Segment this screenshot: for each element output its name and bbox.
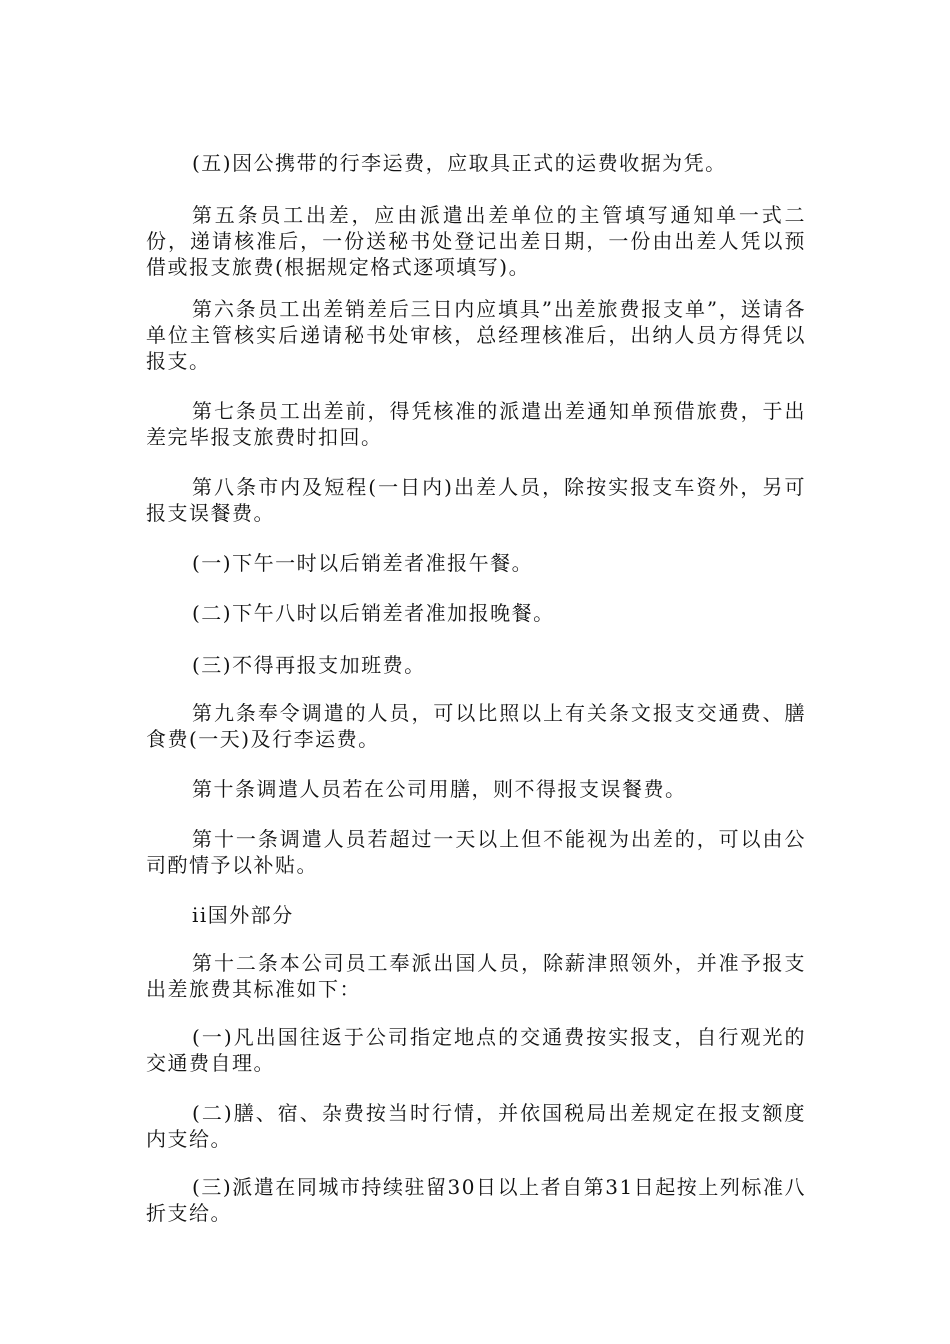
paragraph-article-8: 第八条市内及短程(一日内)出差人员，除按实报支车资外，另可报支误餐费。: [146, 475, 806, 525]
paragraph-item-lunch: (一)下午一时以后销差者准报午餐。: [192, 551, 534, 575]
paragraph-article-9: 第九条奉令调遣的人员，可以比照以上有关条文报支交通费、膳食费(一天)及行李运费。: [146, 701, 806, 751]
paragraph-article-12: 第十二条本公司员工奉派出国人员，除薪津照领外，并准予报支出差旅费其标准如下：: [146, 951, 806, 1001]
paragraph-5-baggage-fee: (五)因公携带的行李运费，应取具正式的运费收据为凭。: [192, 151, 727, 175]
paragraph-article-11: 第十一条调遣人员若超过一天以上但不能视为出差的，可以由公司酌情予以补贴。: [146, 827, 806, 877]
paragraph-item-overtime: (三)不得再报支加班费。: [192, 653, 426, 677]
paragraph-item-long-stay: (三)派遣在同城市持续驻留30日以上者自第31日起按上列标准八折支给。: [146, 1175, 806, 1225]
section-heading-overseas: ii国外部分: [192, 903, 294, 927]
paragraph-article-5: 第五条员工出差，应由派遣出差单位的主管填写通知单一式二份，递请核准后，一份送秘书处登记出差日期，一份由出差人凭以预借或报支旅费(根据规定格式逐项填写)。: [146, 203, 806, 279]
paragraph-article-10: 第十条调遣人员若在公司用膳，则不得报支误餐费。: [192, 777, 687, 801]
paragraph-item-transport: (一)凡出国往返于公司指定地点的交通费按实报支，自行观光的交通费自理。: [146, 1025, 806, 1075]
paragraph-article-7: 第七条员工出差前，得凭核准的派遣出差通知单预借旅费，于出差完毕报支旅费时扣回。: [146, 399, 806, 449]
paragraph-article-6: 第六条员工出差销差后三日内应填具”出差旅费报支单”，送请各单位主管核实后递请秘书处审核，总经理核准后，出纳人员方得凭以报支。: [146, 297, 806, 373]
paragraph-item-dinner: (二)下午八时以后销差者准加报晚餐。: [192, 601, 555, 625]
paragraph-item-meals-lodging: (二)膳、宿、杂费按当时行情，并依国税局出差规定在报支额度内支给。: [146, 1101, 806, 1151]
